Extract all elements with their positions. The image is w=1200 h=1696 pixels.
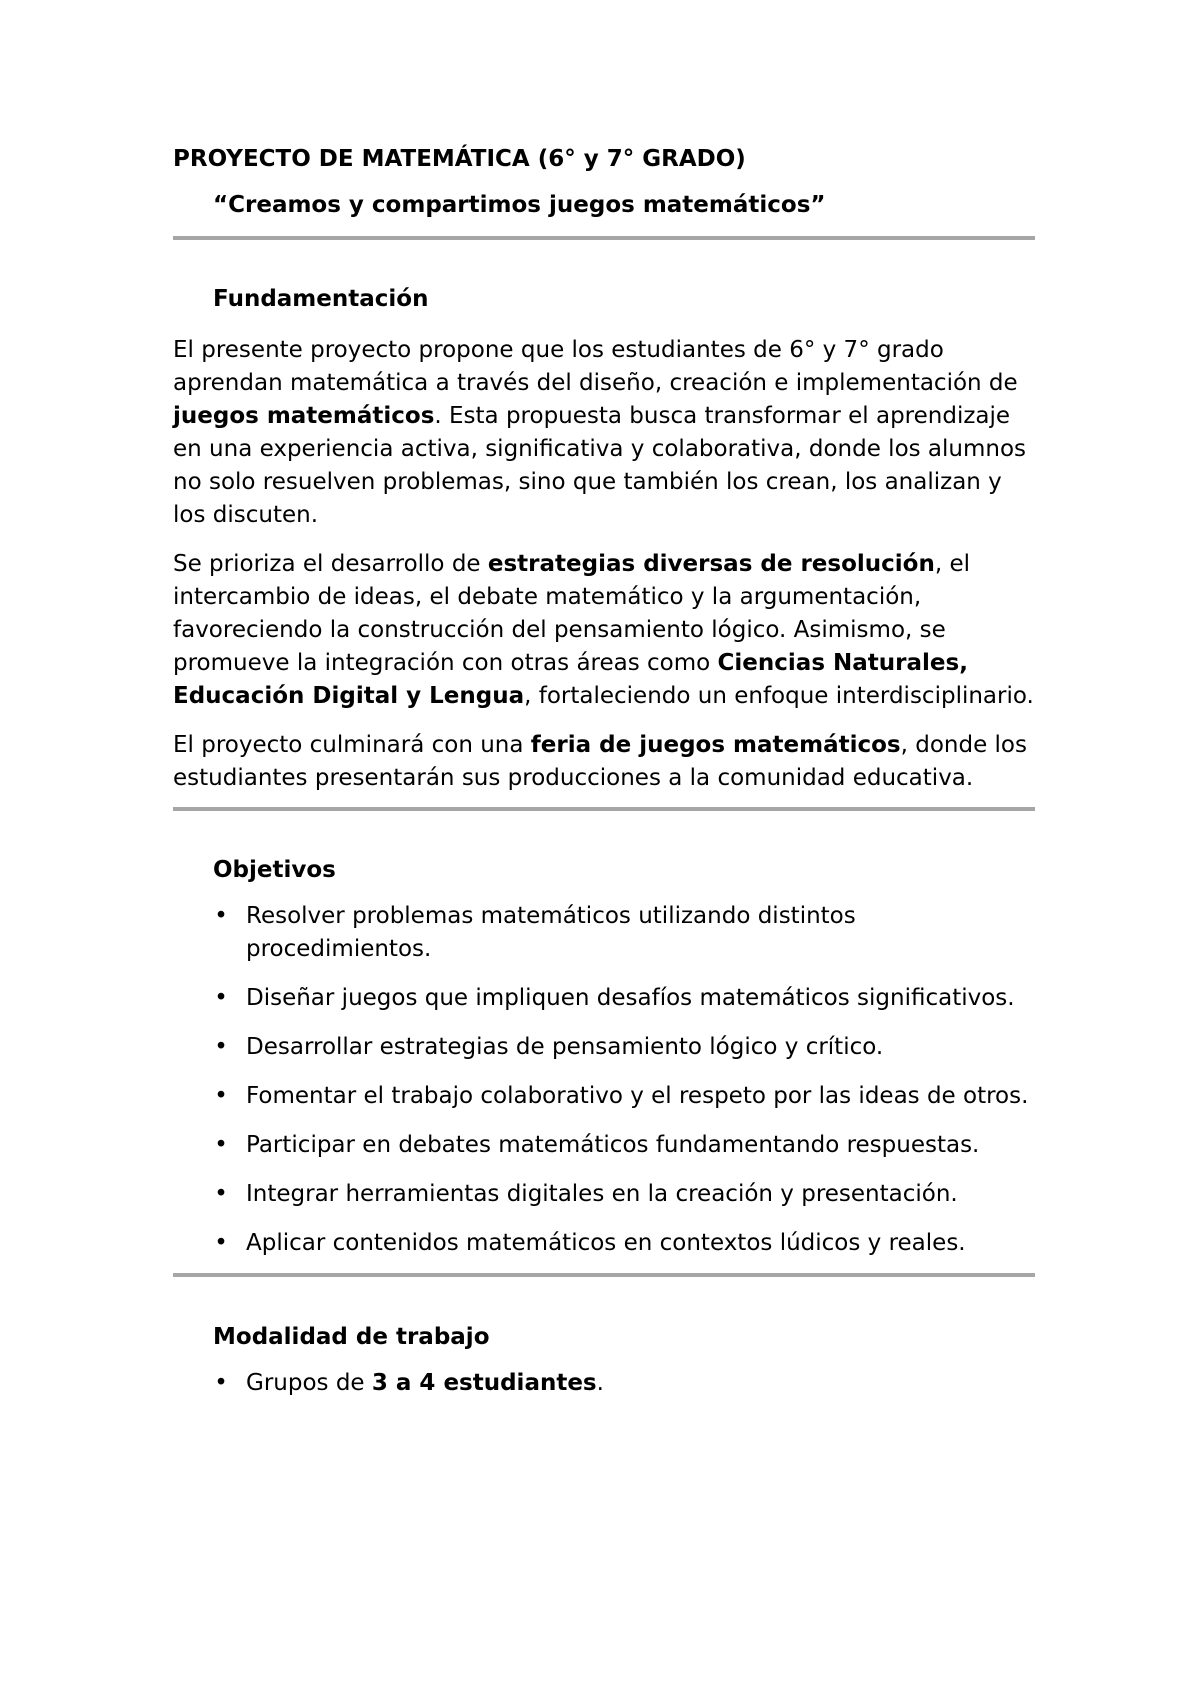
text-run: El presente proyecto propone que los estudiantes de 6° y 7° grado aprendan matemática a través del diseño, creación e implementación de — [173, 337, 1018, 396]
list-item-text: Resolver problemas matemáticos utilizando distintos procedimientos. — [246, 903, 856, 962]
bold-text-run: feria de juegos matemáticos — [530, 732, 901, 758]
bold-text-run: estrategias diversas de resolución — [487, 551, 935, 577]
bullet-icon: • — [214, 903, 228, 929]
text-run: . — [596, 1370, 604, 1396]
fundamentacion-paragraph-1 — [173, 334, 1035, 532]
document-subtitle: “Creamos y compartimos juegos matemáticos” — [213, 192, 826, 218]
bullet-icon: • — [214, 985, 228, 1011]
list-item-text: Diseñar juegos que impliquen desafíos matemáticos significativos. — [246, 985, 1015, 1011]
document-title: PROYECTO DE MATEMÁTICA (6° y 7° GRADO) — [173, 146, 746, 172]
bold-text-run: 3 a 4 estudiantes — [371, 1370, 597, 1396]
section-divider — [173, 236, 1035, 240]
objetivos-list — [173, 900, 1035, 1260]
text-run: . Esta propuesta busca transformar el aprendizaje en una experiencia activa, significativa y colaborativa, donde los alumnos no solo resuelven problemas, sino que también los crean, los analizan y los discuten. — [173, 403, 1027, 528]
bullet-icon: • — [214, 1181, 228, 1207]
modalidad-list — [173, 1367, 1035, 1400]
list-item-text: Aplicar contenidos matemáticos en contextos lúdicos y reales. — [246, 1230, 966, 1256]
text-run: Grupos de — [246, 1370, 372, 1396]
fundamentacion-paragraph-3 — [173, 729, 1035, 795]
bold-text-run: Ciencias Naturales, Educación Digital y Lengua — [173, 650, 968, 709]
list-item — [173, 1031, 1035, 1064]
list-item-text: Integrar herramientas digitales en la creación y presentación. — [246, 1181, 958, 1207]
bullet-icon: • — [214, 1230, 228, 1256]
fundamentacion-paragraph-2 — [173, 548, 1035, 713]
text-run: , fortaleciendo un enfoque interdisciplinario. — [524, 683, 1034, 709]
list-item — [173, 982, 1035, 1015]
bullet-icon: • — [214, 1034, 228, 1060]
bullet-icon: • — [214, 1370, 228, 1396]
list-item-text: Participar en debates matemáticos fundamentando respuestas. — [246, 1132, 980, 1158]
section-divider — [173, 1273, 1035, 1277]
fundamentacion-heading: Fundamentación — [213, 286, 429, 312]
bold-text-run: juegos matemáticos — [173, 403, 435, 429]
objetivos-heading: Objetivos — [213, 857, 336, 883]
list-item — [173, 1129, 1035, 1162]
list-item — [173, 1227, 1035, 1260]
modalidad-heading: Modalidad de trabajo — [213, 1324, 490, 1350]
bullet-icon: • — [214, 1083, 228, 1109]
list-item — [173, 1178, 1035, 1211]
text-run: , donde los estudiantes presentarán sus producciones a la comunidad educativa. — [173, 732, 1027, 791]
list-item — [173, 900, 1035, 966]
section-divider — [173, 807, 1035, 811]
list-item — [173, 1080, 1035, 1113]
text-run: , el intercambio de ideas, el debate matemático y la argumentación, favoreciendo la construcción del pensamiento lógico. Asimismo, se promueve la integración con otras áreas como — [173, 551, 971, 676]
document-content — [173, 140, 1035, 1400]
text-run: Se prioriza el desarrollo de — [173, 551, 488, 577]
text-run: El proyecto culminará con una — [173, 732, 531, 758]
list-item-text: Fomentar el trabajo colaborativo y el respeto por las ideas de otros. — [246, 1083, 1029, 1109]
list-item — [173, 1367, 1035, 1400]
list-item-text: Desarrollar estrategias de pensamiento lógico y crítico. — [246, 1034, 884, 1060]
bullet-icon: • — [214, 1132, 228, 1158]
